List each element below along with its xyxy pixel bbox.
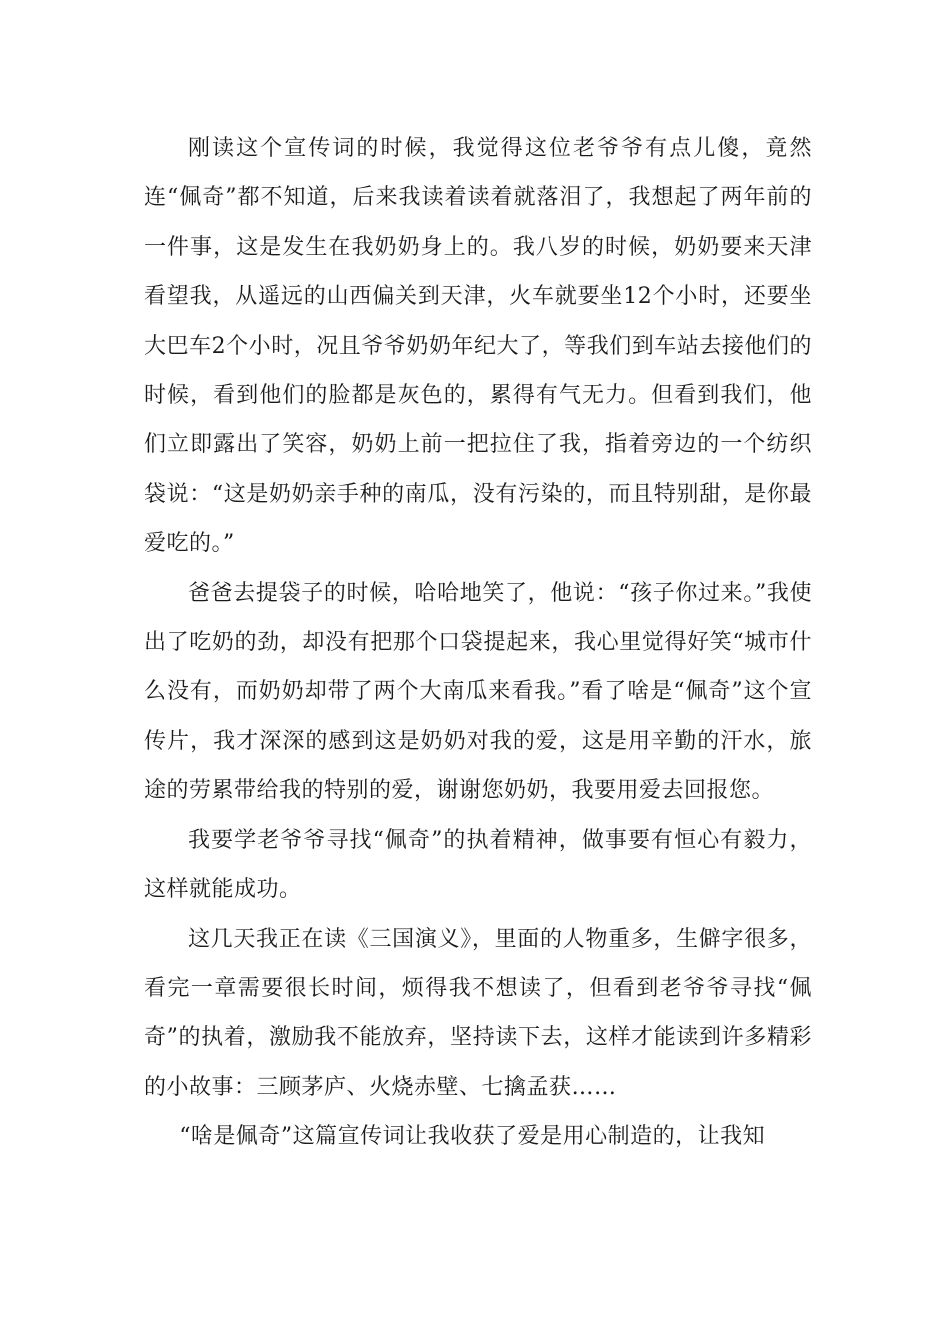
paragraph-4: 这几天我正在读《三国演义》，里面的人物重多，生僻字很多，看完一章需要很长时间，烦得我不想读了，但看到老爷爷寻找“佩奇”的执着，激励我不能放弃，坚持读下去，这样才能读到许多精彩的小故事：三顾茅庐、火烧赤壁、七擒孟获…… <box>144 926 812 1100</box>
paragraph-1: 刚读这个宣传词的时候，我觉得这位老爷爷有点儿傻，竟然连“佩奇”都不知道，后来我读着读着就落泪了，我想起了两年前的一件事，这是发生在我奶奶身上的。我八岁的时候，奶奶要来天津看望我，从遥远的山西偏关到天津，火车就要坐12个小时，还要坐大巴车2个小时，况且爷爷奶奶年纪大了，等我们到车站去接他们的时候，看到他们的脸都是灰色的，累得有气无力。但看到我们，他们立即露出了笑容，奶奶上前一把拉住了我，指着旁边的一个纺织袋说：“这是奶奶亲手种的南瓜，没有污染的，而且特别甜，是你最爱吃的。” <box>144 136 812 557</box>
document-body <box>144 124 812 1162</box>
paragraph-3: 我要学老爷爷寻找“佩奇”的执着精神，做事要有恒心有毅力，这样就能成功。 <box>144 827 812 903</box>
paragraph-2: 爸爸去提袋子的时候，哈哈地笑了，他说：“孩子你过来。”我使出了吃奶的劲，却没有把那个口袋提起来，我心里觉得好笑“城市什么没有，而奶奶却带了两个大南瓜来看我。”看了啥是“佩奇”这个宣传片，我才深深的感到这是奶奶对我的爱，这是用辛勤的汗水，旅途的劳累带给我的特别的爱，谢谢您奶奶，我要用爱去回报您。 <box>144 580 812 804</box>
paragraph-5: “啥是佩奇”这篇宣传词让我收获了爱是用心制造的，让我知 <box>179 1124 766 1150</box>
